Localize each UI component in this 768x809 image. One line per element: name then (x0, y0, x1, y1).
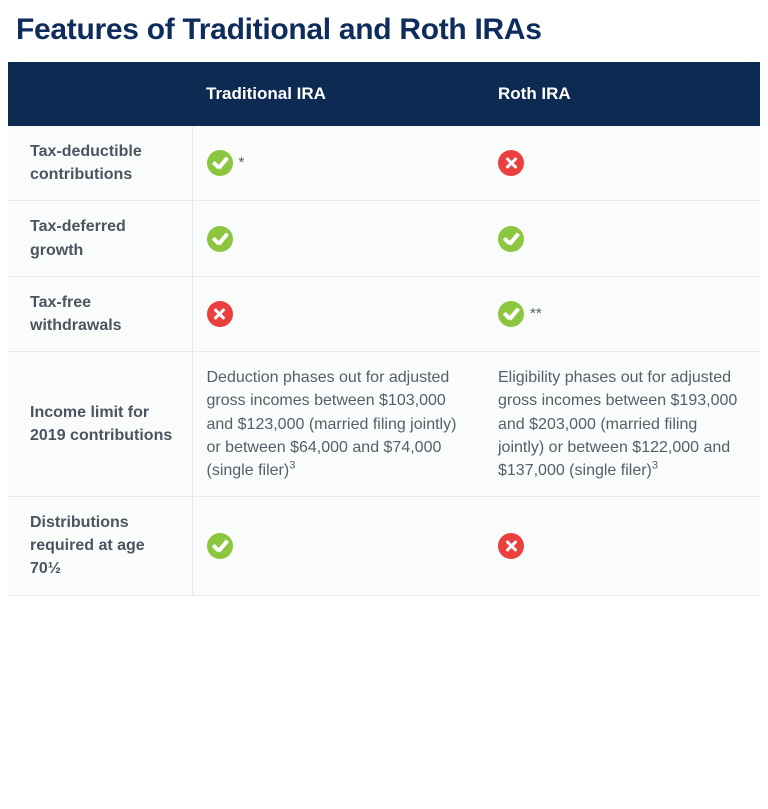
income-limit-text-roth: Eligibility phases out for adjusted gross incomes between $193,000 and $203,000 (married filing jointly) or between $122,000 and $137,000 (single filer) (498, 369, 738, 479)
footnote-ref: 3 (651, 459, 658, 472)
cell-roth-tax-free-withdrawals (484, 276, 760, 351)
page-title: Features of Traditional and Roth IRAs (16, 13, 542, 46)
check-circle-icon (207, 150, 233, 176)
income-limit-text-traditional: Deduction phases out for adjusted gross incomes between $103,000 and $123,000 (married filing jointly) or between $64,000 and $74,000 (single filer) (206, 369, 457, 479)
cell-traditional-tax-deferred-growth (192, 201, 484, 276)
cell-roth-tax-deductible (484, 126, 760, 201)
ira-comparison-table (8, 62, 760, 596)
table-row (8, 352, 760, 497)
header-roth-ira: Roth IRA (484, 62, 760, 126)
cell-roth-distributions-required (484, 497, 760, 596)
table-row (8, 276, 760, 351)
check-circle-icon (498, 301, 524, 327)
footnote-marker: ** (530, 305, 542, 323)
check-circle-icon (498, 226, 524, 252)
row-label-distributions-required: Distributions required at age 70½ (8, 497, 192, 596)
check-circle-icon (207, 533, 233, 559)
cross-circle-icon (498, 533, 524, 559)
table-row (8, 126, 760, 201)
cell-roth-income-limit (484, 352, 760, 497)
row-label-tax-deferred-growth: Tax-deferred growth (8, 201, 192, 276)
table-row (8, 201, 760, 276)
cell-traditional-tax-free-withdrawals (192, 276, 484, 351)
footnote-ref: 3 (289, 459, 296, 472)
table-row (8, 497, 760, 596)
header-traditional-ira: Traditional IRA (192, 62, 484, 126)
table-head (8, 62, 760, 126)
cross-circle-icon (498, 150, 524, 176)
row-label-income-limit: Income limit for 2019 contributions (8, 352, 192, 497)
cell-traditional-income-limit (192, 352, 484, 497)
cell-traditional-distributions-required (192, 497, 484, 596)
cell-roth-tax-deferred-growth (484, 201, 760, 276)
cross-circle-icon (207, 301, 233, 327)
row-label-tax-deductible-contributions: Tax-deductible contributions (8, 126, 192, 201)
check-circle-icon (207, 226, 233, 252)
table-header-row (8, 62, 760, 126)
table-body (8, 126, 760, 595)
cell-traditional-tax-deductible (192, 126, 484, 201)
header-feature (8, 62, 192, 126)
footnote-marker: * (238, 154, 245, 172)
row-label-tax-free-withdrawals: Tax-free withdrawals (8, 276, 192, 351)
